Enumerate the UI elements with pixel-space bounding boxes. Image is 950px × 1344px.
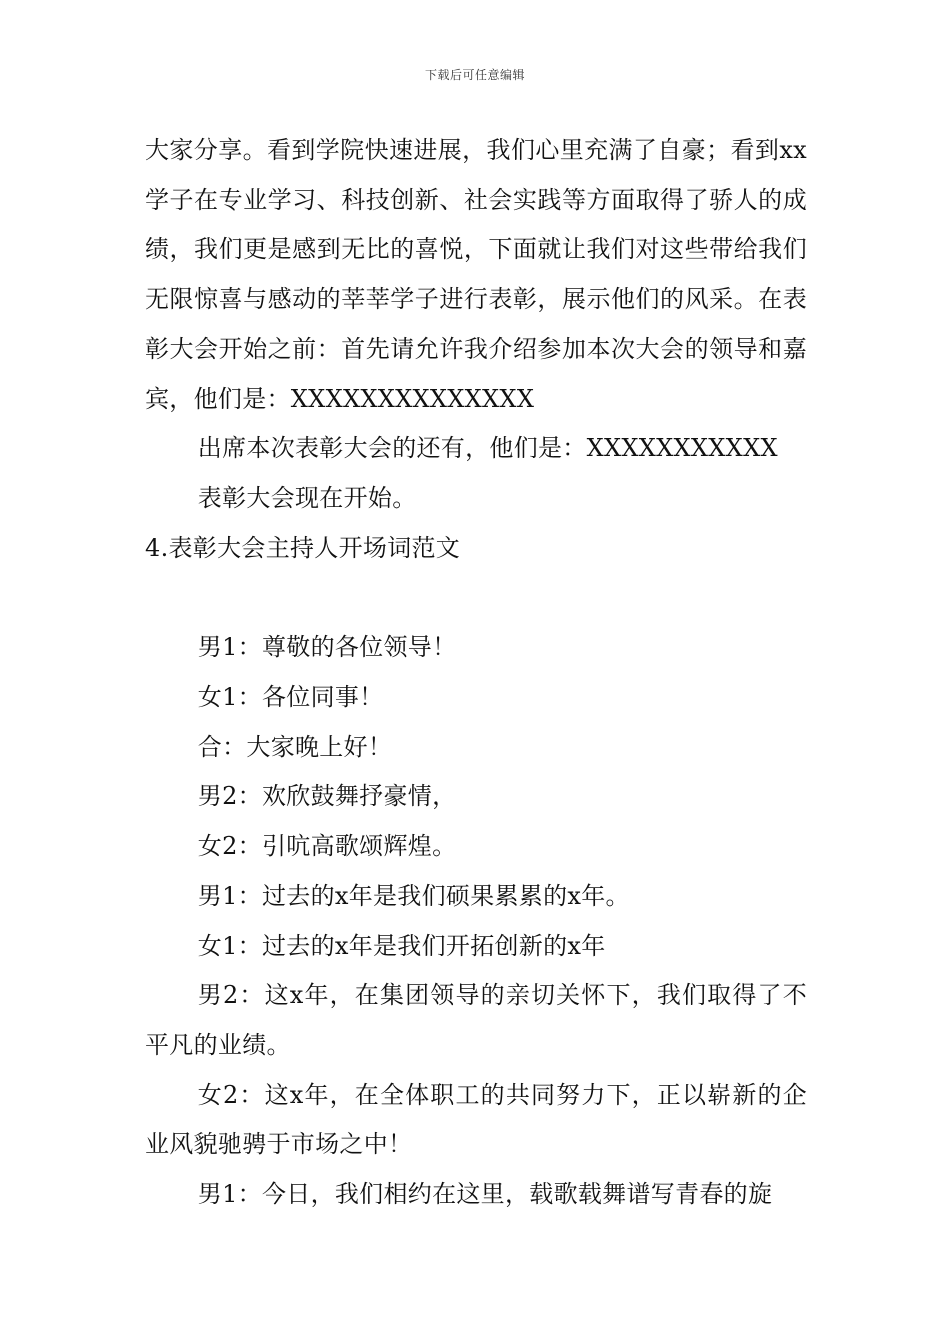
document-body: [145, 126, 807, 1220]
paragraph-attendees: 出席本次表彰大会的还有，他们是：XXXXXXXXXXX: [197, 434, 778, 463]
section-heading: 4.表彰大会主持人开场词范文: [145, 533, 461, 562]
dialogue-line: 合：大家晚上好！: [197, 732, 393, 761]
dialogue-line: 女2：引吭高歌颂辉煌。: [197, 832, 457, 861]
page-header: 下载后可任意编辑: [424, 68, 525, 82]
dialogue-line: 男1：尊敬的各位领导！: [197, 633, 457, 662]
dialogue-line: 女1：过去的x年是我们开拓创新的x年: [197, 931, 606, 960]
dialogue-line: 女1：各位同事！: [197, 683, 384, 712]
dialogue-line: 男1：今日，我们相约在这里，载歌载舞谱写青春的旋: [197, 1180, 773, 1209]
paragraph-start: 表彰大会现在开始。: [197, 483, 417, 512]
dialogue-line: 女2：这x年，在全体职工的共同努力下，正以崭新的企业风貌驰骋于市场之中！: [145, 1080, 807, 1159]
dialogue-line: 男2：这x年，在集团领导的亲切关怀下，我们取得了不平凡的业绩。: [145, 981, 807, 1059]
paragraph-intro: 大家分享。看到学院快速进展，我们心里充满了自豪；看到xx学子在专业学习、科技创新、社会实践等方面取得了骄人的成绩，我们更是感到无比的喜悦，下面就让我们对这些带给我们无限惊喜与感动的莘莘学子进行表彰，展示他们的风采。在表彰大会开始之前：首先请允许我介绍参加本次大会的领导和嘉宾，他们是：XXXXXXXXXXXXXX: [145, 136, 807, 413]
blank-line: [145, 573, 807, 623]
dialogue-line: 男1：过去的x年是我们硕果累累的x年。: [197, 881, 630, 910]
dialogue-line: 男2：欢欣鼓舞抒豪情，: [197, 782, 457, 811]
